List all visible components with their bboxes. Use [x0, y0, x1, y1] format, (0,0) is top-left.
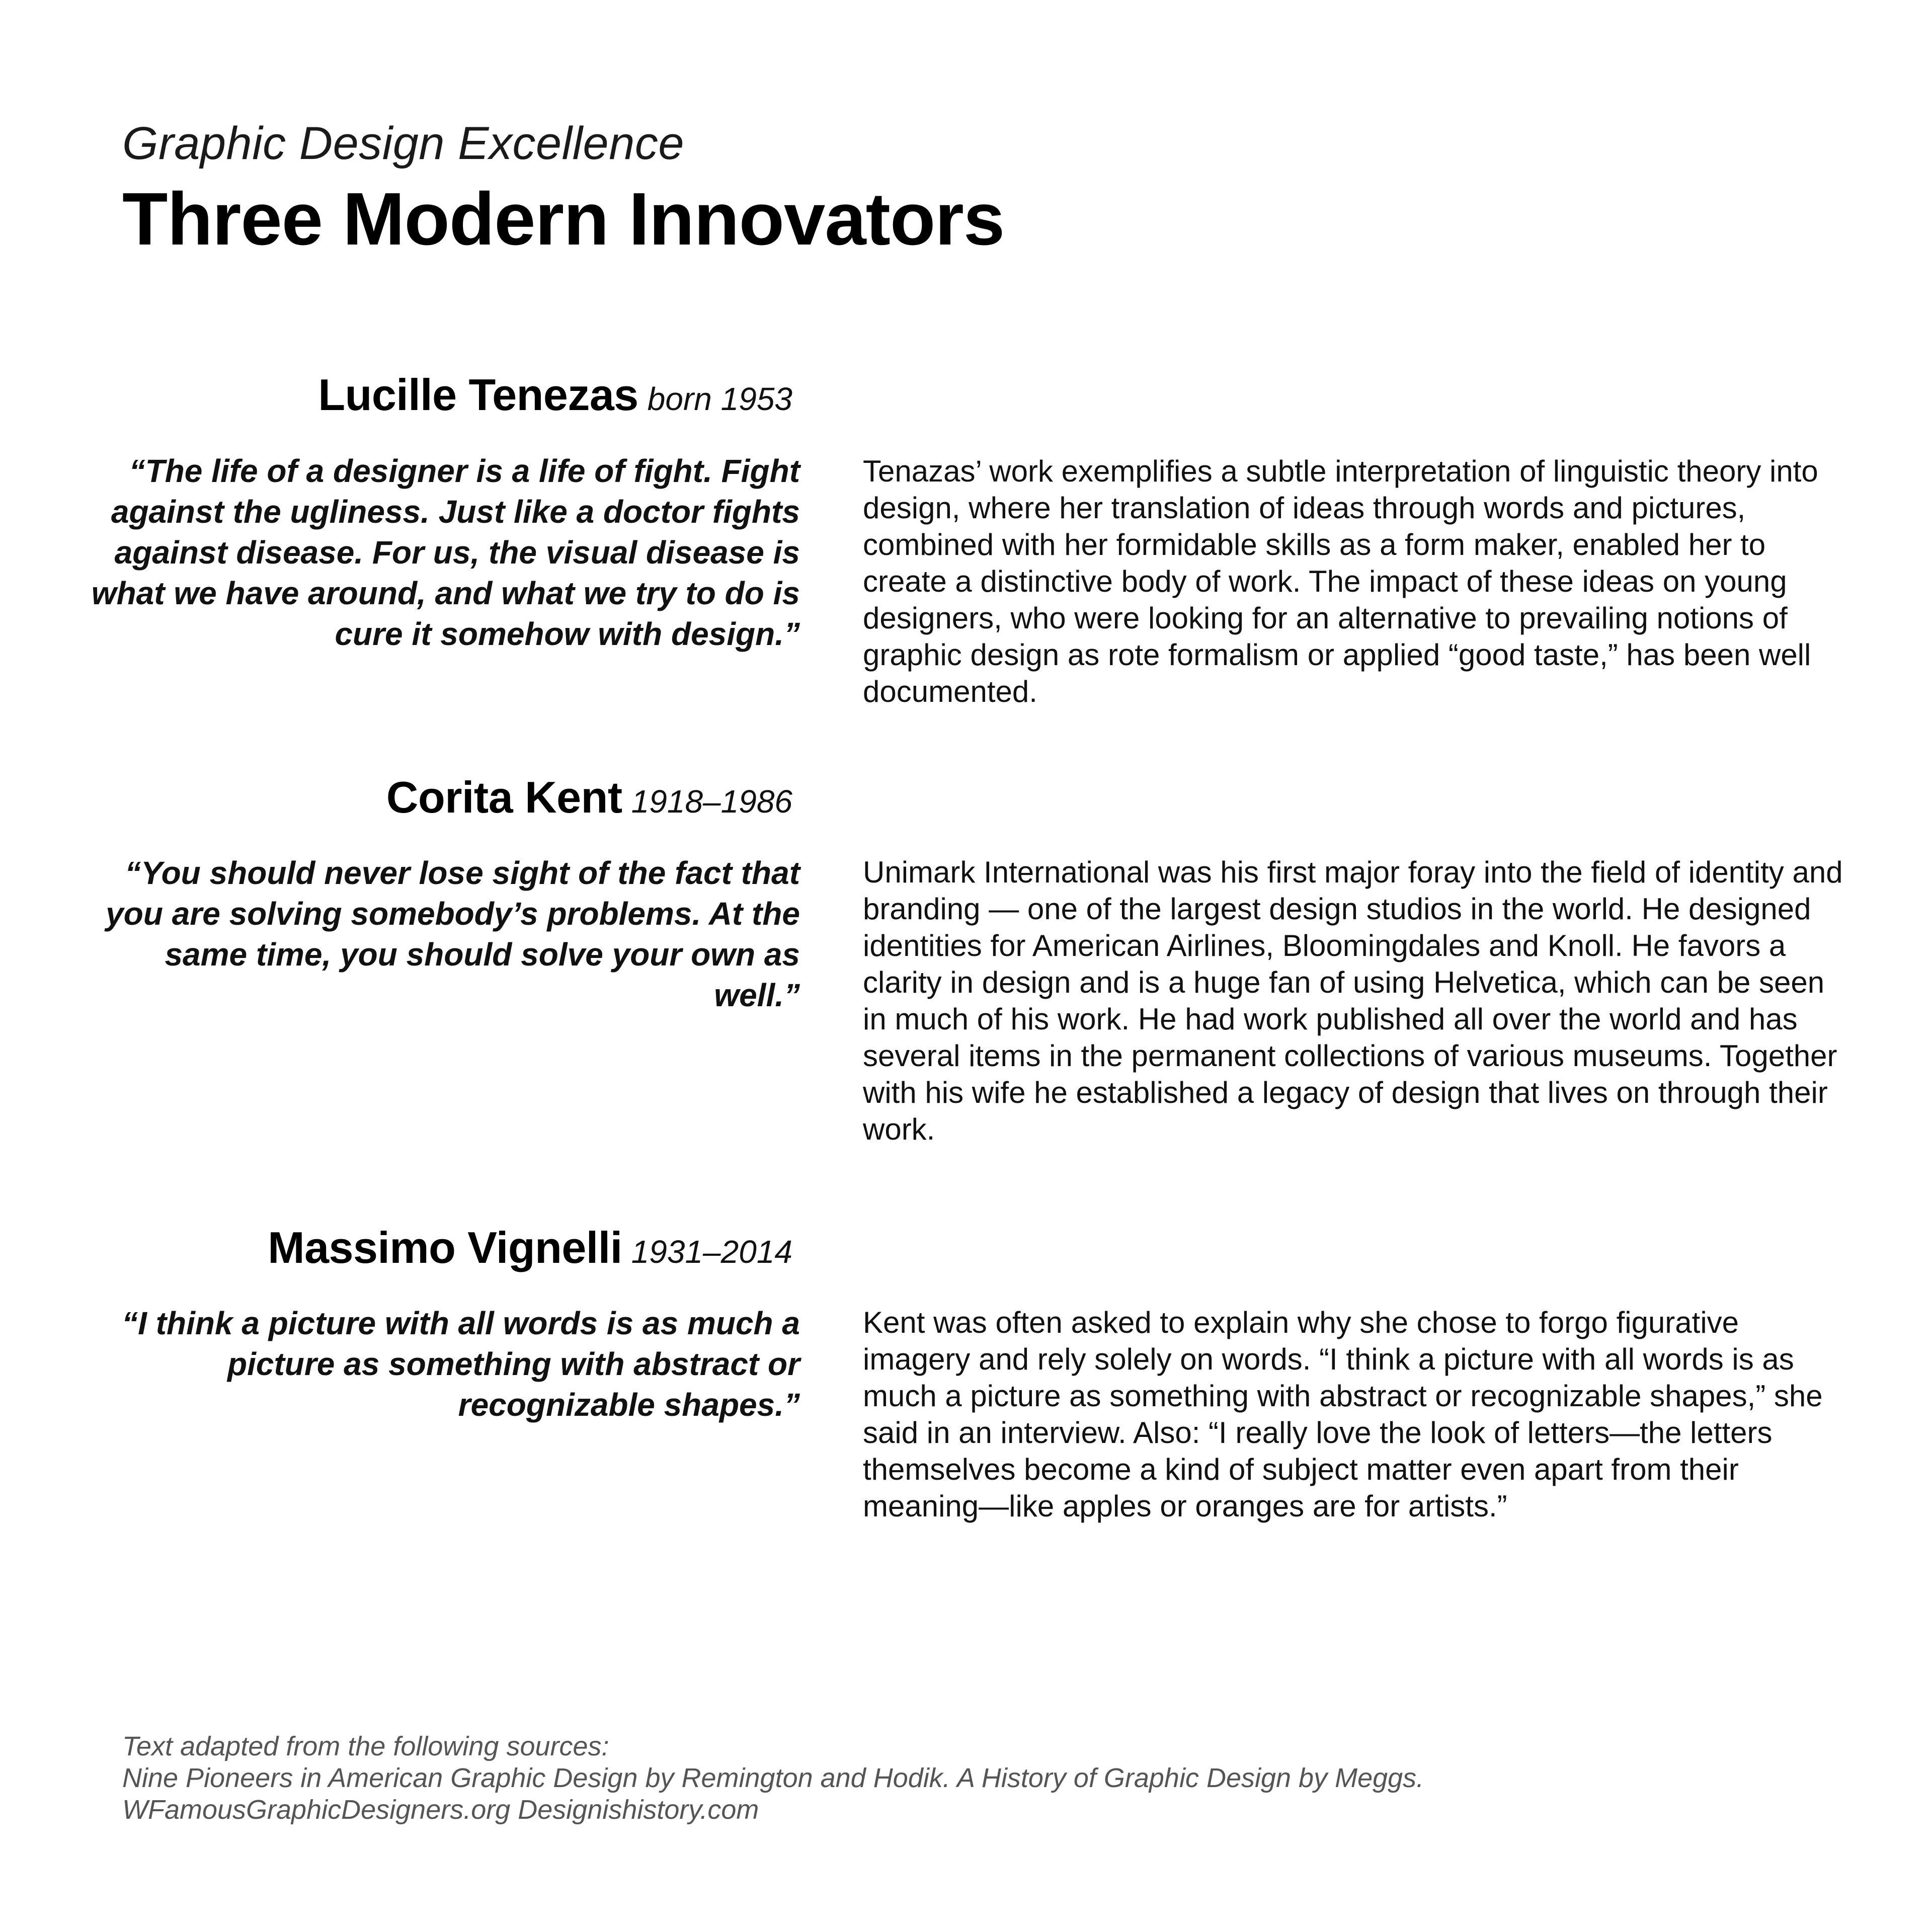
page-kicker: Graphic Design Excellence [122, 118, 685, 169]
designer-dates: born 1953 [647, 381, 792, 417]
designer-quote: “The life of a designer is a life of fight. Fight against the ugliness. Just like a doctor fights against disease. For us, the visual disease is what we have around, and what we try to do is cure it somehow with design.” [91, 453, 800, 652]
designer-quote: “You should never lose sight of the fact that you are solving somebody’s problems. At the same time, you should solve your own as well.” [106, 855, 800, 1013]
profile-heading [268, 1220, 792, 1289]
profile-heading [386, 770, 792, 838]
sources-intro: Text adapted from the following sources: [122, 1731, 609, 1761]
sources-websites: WFamousGraphicDesigners.org Designishistory.com [122, 1795, 759, 1825]
designer-dates: 1918–1986 [631, 783, 792, 820]
sources-footnote [122, 1731, 1783, 1826]
designer-name: Lucille Tenezas [318, 370, 638, 420]
designer-bio: Unimark International was his first major foray into the field of identity and branding — one of the largest design studios in the world. He designed identities for American Airlines, Bloomingdales and Knoll. He favors a clarity in design and is a huge fan of using Helvetica, which can be seen in much of his work. He had work published all over the world and has several items in the permanent collections of various museums. Together with his wife he established a legacy of design that lives on through their work. [863, 855, 1843, 1146]
profile-heading [318, 367, 792, 436]
designer-bio: Tenazas’ work exemplifies a subtle interpretation of linguistic theory into design, where her translation of ideas through words and pictures, combined with her formidable skills as a form maker, enabled her to create a distinctive body of work. The impact of these ideas on young designers, who were looking for an alternative to prevailing notions of graphic design as rote formalism or applied “good taste,” has been well documented. [863, 454, 1818, 708]
page-header [122, 113, 1783, 262]
designer-bio: Kent was often asked to explain why she chose to forgo figurative imagery and rely solely on words. “I think a picture with all words is as much a picture as something with abstract or recognizable shapes,” she said in an interview. Also: “I really love the look of letters—the letters themselves become a kind of subject matter even apart from their meaning—like apples or oranges are for artists.” [863, 1306, 1823, 1523]
designer-dates: 1931–2014 [631, 1234, 792, 1270]
designer-name: Massimo Vignelli [268, 1223, 622, 1272]
page-title: Three Modern Innovators [122, 178, 1005, 261]
designer-name: Corita Kent [386, 772, 622, 822]
sources-books: Nine Pioneers in American Graphic Design by Remington and Hodik. A History of Graphic Design by Meggs. [122, 1763, 1424, 1793]
designer-quote: “I think a picture with all words is as much a picture as something with abstract or recognizable shapes.” [122, 1305, 800, 1423]
